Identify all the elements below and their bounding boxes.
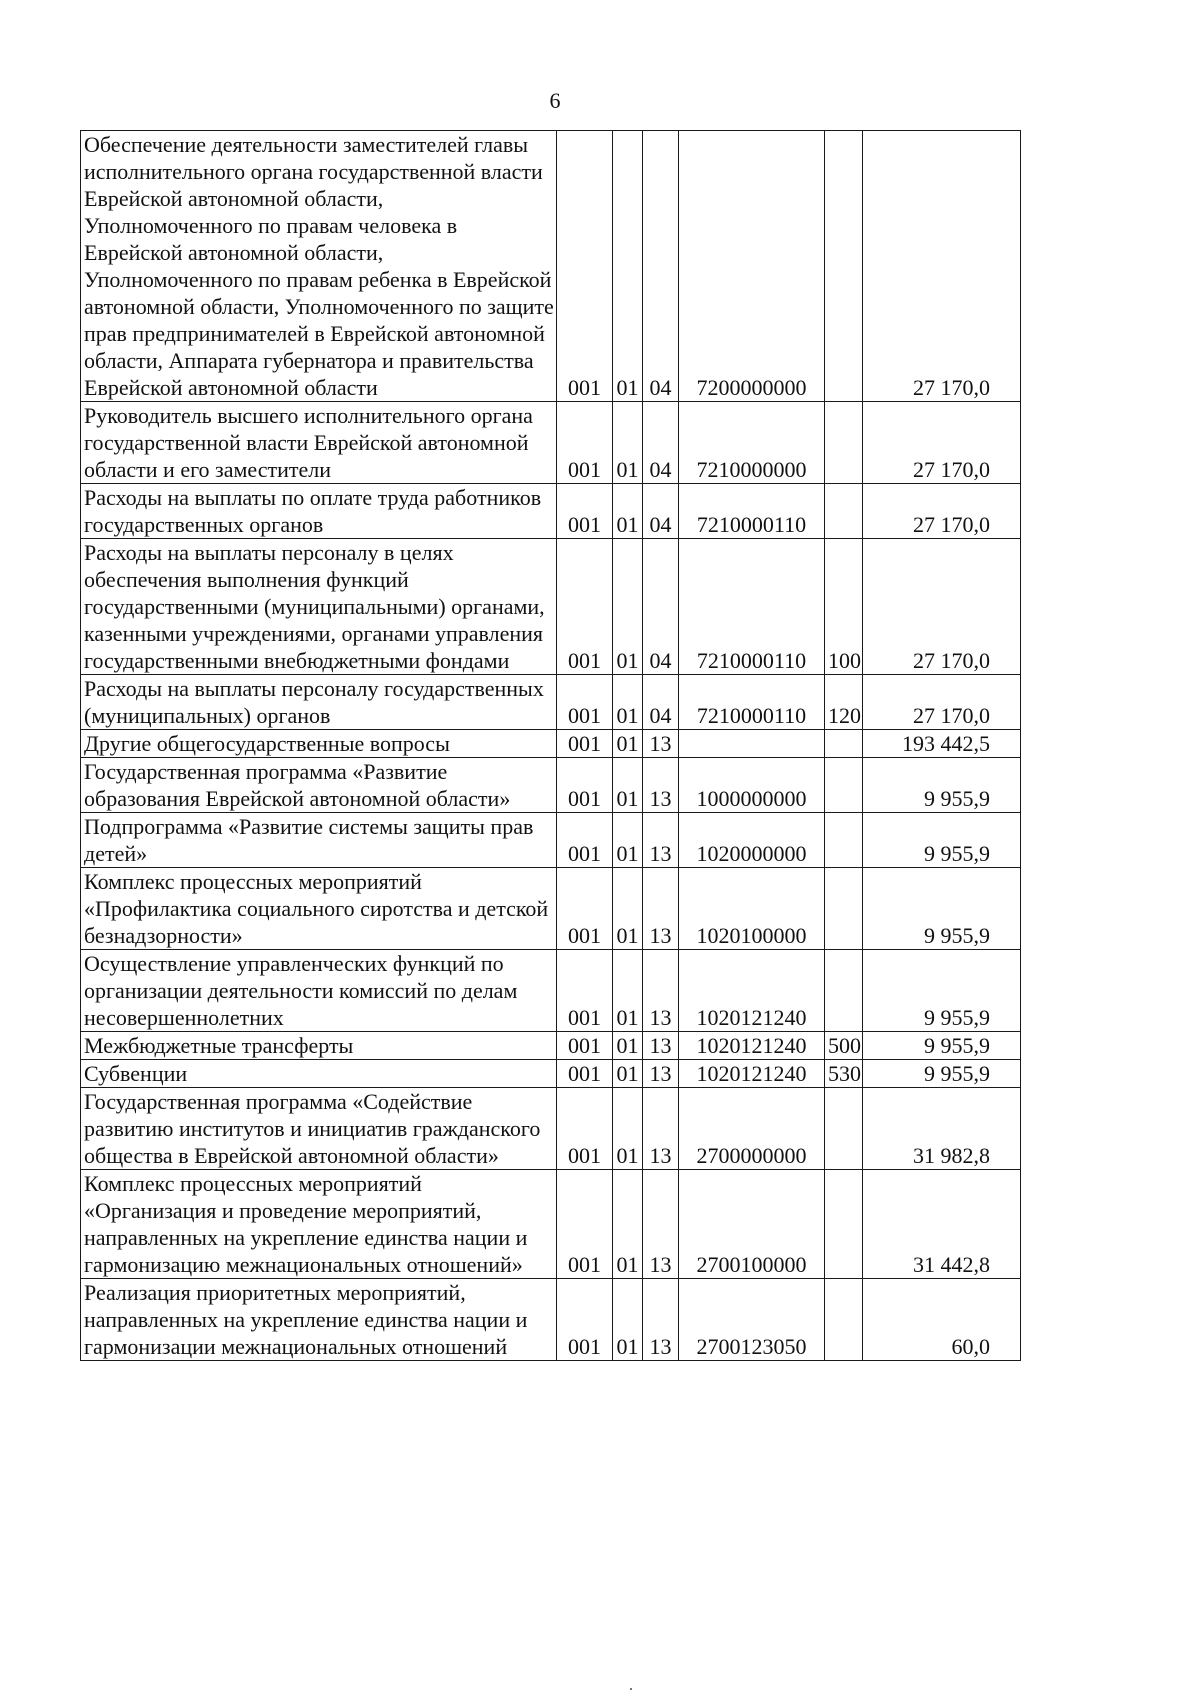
amount-cell: 31 982,8 bbox=[863, 1088, 1021, 1170]
table-row bbox=[81, 1170, 1021, 1279]
target-article-cell: 1020121240 bbox=[679, 1060, 825, 1088]
target-article-cell: 2700000000 bbox=[679, 1088, 825, 1170]
subsection-code-cell: 04 bbox=[643, 675, 679, 730]
target-article-cell: 2700123050 bbox=[679, 1279, 825, 1361]
row-name-cell: Государственная программа «Содействие развитию институтов и инициатив гражданского общества в Еврейской автономной области» bbox=[81, 1088, 557, 1170]
table-row bbox=[81, 675, 1021, 730]
section-code-cell: 01 bbox=[613, 1060, 643, 1088]
subsection-code-cell: 13 bbox=[643, 868, 679, 950]
amount-cell: 60,0 bbox=[863, 1279, 1021, 1361]
page-number: 6 bbox=[549, 88, 561, 113]
target-article-cell: 1020121240 bbox=[679, 1032, 825, 1060]
table-row bbox=[81, 539, 1021, 675]
expense-type-cell: 100 bbox=[825, 539, 863, 675]
row-name-cell: Государственная программа «Развитие образования Еврейской автономной области» bbox=[81, 758, 557, 813]
subsection-code-cell: 04 bbox=[643, 484, 679, 539]
subsection-code-cell: 13 bbox=[643, 730, 679, 758]
table-row bbox=[81, 868, 1021, 950]
ministry-code-cell: 001 bbox=[557, 402, 613, 484]
amount-cell: 27 170,0 bbox=[863, 675, 1021, 730]
amount-cell: 9 955,9 bbox=[863, 1060, 1021, 1088]
target-article-cell: 1020000000 bbox=[679, 813, 825, 868]
row-name-cell: Комплекс процессных мероприятий «Профилактика социального сиротства и детской безнадзорности» bbox=[81, 868, 557, 950]
section-code-cell: 01 bbox=[613, 868, 643, 950]
expense-type-cell bbox=[825, 1279, 863, 1361]
amount-cell: 9 955,9 bbox=[863, 950, 1021, 1032]
row-name-cell: Осуществление управленческих функций по организации деятельности комиссий по делам несовершеннолетних bbox=[81, 950, 557, 1032]
expense-type-cell bbox=[825, 484, 863, 539]
expense-type-cell: 500 bbox=[825, 1032, 863, 1060]
amount-cell: 31 442,8 bbox=[863, 1170, 1021, 1279]
table-body bbox=[81, 131, 1021, 1361]
table-row bbox=[81, 131, 1021, 402]
expense-type-cell bbox=[825, 950, 863, 1032]
ministry-code-cell: 001 bbox=[557, 1060, 613, 1088]
amount-cell: 9 955,9 bbox=[863, 868, 1021, 950]
expense-type-cell: 120 bbox=[825, 675, 863, 730]
subsection-code-cell: 13 bbox=[643, 950, 679, 1032]
table-row bbox=[81, 730, 1021, 758]
row-name-cell: Комплекс процессных мероприятий «Организация и проведение мероприятий, направленных на укрепление единства нации и гармонизацию межнациональных отношений» bbox=[81, 1170, 557, 1279]
section-code-cell: 01 bbox=[613, 730, 643, 758]
ministry-code-cell: 001 bbox=[557, 730, 613, 758]
section-code-cell: 01 bbox=[613, 1088, 643, 1170]
amount-cell: 27 170,0 bbox=[863, 402, 1021, 484]
target-article-cell bbox=[679, 730, 825, 758]
target-article-cell: 7210000110 bbox=[679, 539, 825, 675]
section-code-cell: 01 bbox=[613, 131, 643, 402]
amount-cell: 27 170,0 bbox=[863, 131, 1021, 402]
table-row bbox=[81, 1032, 1021, 1060]
table-row bbox=[81, 1279, 1021, 1361]
subsection-code-cell: 04 bbox=[643, 539, 679, 675]
expense-type-cell bbox=[825, 813, 863, 868]
subsection-code-cell: 13 bbox=[643, 758, 679, 813]
ministry-code-cell: 001 bbox=[557, 868, 613, 950]
expense-type-cell bbox=[825, 131, 863, 402]
table-row bbox=[81, 950, 1021, 1032]
row-name-cell: Подпрограмма «Развитие системы защиты прав детей» bbox=[81, 813, 557, 868]
row-name-cell: Другие общегосударственные вопросы bbox=[81, 730, 557, 758]
ministry-code-cell: 001 bbox=[557, 758, 613, 813]
section-code-cell: 01 bbox=[613, 813, 643, 868]
section-code-cell: 01 bbox=[613, 1032, 643, 1060]
table-row bbox=[81, 484, 1021, 539]
ministry-code-cell: 001 bbox=[557, 131, 613, 402]
section-code-cell: 01 bbox=[613, 1170, 643, 1279]
target-article-cell: 1020100000 bbox=[679, 868, 825, 950]
row-name-cell: Руководитель высшего исполнительного органа государственной власти Еврейской автономной области и его заместители bbox=[81, 402, 557, 484]
row-name-cell: Расходы на выплаты персоналу в целях обеспечения выполнения функций государственными (муниципальными) органами, казенными учреждениями, органами управления государственными внебюджетными фондами bbox=[81, 539, 557, 675]
ministry-code-cell: 001 bbox=[557, 1279, 613, 1361]
section-code-cell: 01 bbox=[613, 539, 643, 675]
amount-cell: 27 170,0 bbox=[863, 539, 1021, 675]
subsection-code-cell: 13 bbox=[643, 1279, 679, 1361]
target-article-cell: 1020121240 bbox=[679, 950, 825, 1032]
amount-cell: 9 955,9 bbox=[863, 1032, 1021, 1060]
row-name-cell: Субвенции bbox=[81, 1060, 557, 1088]
expense-type-cell bbox=[825, 1170, 863, 1279]
section-code-cell: 01 bbox=[613, 484, 643, 539]
subsection-code-cell: 13 bbox=[643, 1032, 679, 1060]
ministry-code-cell: 001 bbox=[557, 539, 613, 675]
row-name-cell: Обеспечение деятельности заместителей главы исполнительного органа государственной власти Еврейской автономной области, Уполномоченного по правам человека в Еврейской автономной области, Уполномоченного по правам ребенка в Еврейской автономной области, Уполномоченного по защите прав предпринимателей в Еврейской автономной области, Аппарата губернатора и правительства Еврейской автономной области bbox=[81, 131, 557, 402]
expense-type-cell bbox=[825, 1088, 863, 1170]
expense-type-cell bbox=[825, 402, 863, 484]
table-row bbox=[81, 1088, 1021, 1170]
section-code-cell: 01 bbox=[613, 950, 643, 1032]
ministry-code-cell: 001 bbox=[557, 950, 613, 1032]
section-code-cell: 01 bbox=[613, 402, 643, 484]
target-article-cell: 7210000000 bbox=[679, 402, 825, 484]
ministry-code-cell: 001 bbox=[557, 1170, 613, 1279]
scan-speck bbox=[630, 1688, 632, 1690]
table-row bbox=[81, 813, 1021, 868]
expense-type-cell bbox=[825, 758, 863, 813]
section-code-cell: 01 bbox=[613, 675, 643, 730]
amount-cell: 193 442,5 bbox=[863, 730, 1021, 758]
amount-cell: 27 170,0 bbox=[863, 484, 1021, 539]
target-article-cell: 7210000110 bbox=[679, 484, 825, 539]
expense-type-cell bbox=[825, 868, 863, 950]
row-name-cell: Расходы на выплаты персоналу государственных (муниципальных) органов bbox=[81, 675, 557, 730]
ministry-code-cell: 001 bbox=[557, 675, 613, 730]
target-article-cell: 2700100000 bbox=[679, 1170, 825, 1279]
amount-cell: 9 955,9 bbox=[863, 813, 1021, 868]
ministry-code-cell: 001 bbox=[557, 484, 613, 539]
table-row bbox=[81, 402, 1021, 484]
row-name-cell: Реализация приоритетных мероприятий, направленных на укрепление единства нации и гармонизации межнациональных отношений bbox=[81, 1279, 557, 1361]
subsection-code-cell: 04 bbox=[643, 131, 679, 402]
subsection-code-cell: 04 bbox=[643, 402, 679, 484]
row-name-cell: Межбюджетные трансферты bbox=[81, 1032, 557, 1060]
ministry-code-cell: 001 bbox=[557, 1088, 613, 1170]
row-name-cell: Расходы на выплаты по оплате труда работников государственных органов bbox=[81, 484, 557, 539]
table-row bbox=[81, 758, 1021, 813]
table-row bbox=[81, 1060, 1021, 1088]
subsection-code-cell: 13 bbox=[643, 1060, 679, 1088]
budget-table bbox=[80, 130, 1021, 1361]
expense-type-cell bbox=[825, 730, 863, 758]
subsection-code-cell: 13 bbox=[643, 813, 679, 868]
expense-type-cell: 530 bbox=[825, 1060, 863, 1088]
subsection-code-cell: 13 bbox=[643, 1170, 679, 1279]
section-code-cell: 01 bbox=[613, 758, 643, 813]
target-article-cell: 1000000000 bbox=[679, 758, 825, 813]
amount-cell: 9 955,9 bbox=[863, 758, 1021, 813]
target-article-cell: 7210000110 bbox=[679, 675, 825, 730]
subsection-code-cell: 13 bbox=[643, 1088, 679, 1170]
ministry-code-cell: 001 bbox=[557, 1032, 613, 1060]
ministry-code-cell: 001 bbox=[557, 813, 613, 868]
target-article-cell: 7200000000 bbox=[679, 131, 825, 402]
section-code-cell: 01 bbox=[613, 1279, 643, 1361]
